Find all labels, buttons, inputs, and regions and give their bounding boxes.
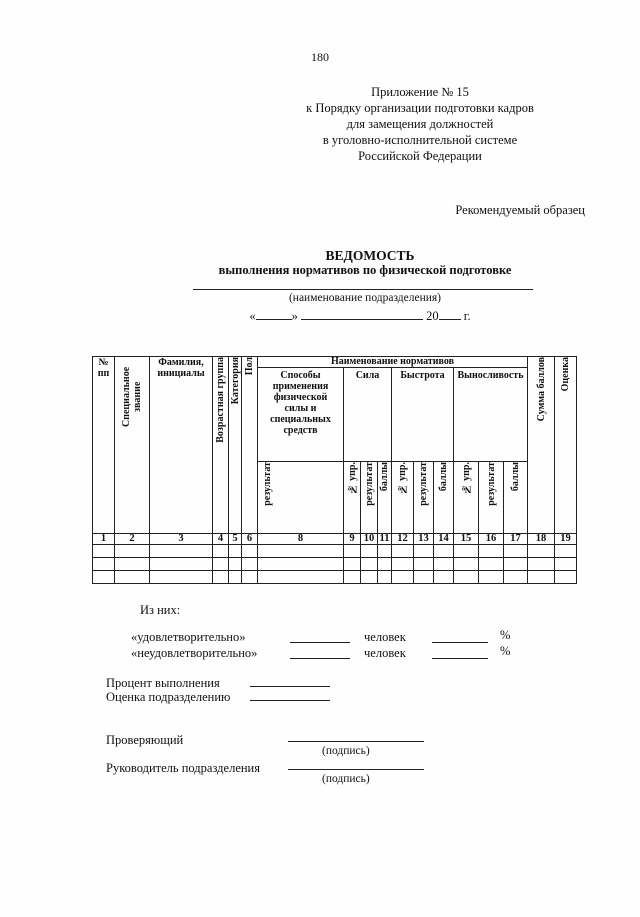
day-blank[interactable] [256,308,292,320]
appendix-block [300,84,540,164]
unsatisfactory-count-field[interactable] [290,658,350,659]
sub-result-endurance: результат [479,462,504,534]
sub-ex-endurance: № упр. [454,462,479,534]
satisfactory-label: «удовлетворительно» [131,630,246,644]
head-label: Руководитель подразделения [106,761,260,775]
col-num: 2 [115,534,150,545]
header-category: Категория [229,357,242,534]
unsatisfactory-people-label: человек [364,646,406,660]
col-num: 9 [344,534,361,545]
col-num: 16 [479,534,504,545]
head-signature-field[interactable] [288,769,424,770]
col-num: 19 [555,534,577,545]
document-title: ВЕДОМОСТЬ [325,248,415,263]
header-methods: Способы применения физической силы и специальных средств [258,368,344,462]
col-num: 1 [93,534,115,545]
sub-points-speed: баллы [434,462,454,534]
year-blank[interactable] [439,308,461,320]
col-num: 10 [361,534,378,545]
of-them-label: Из них: [140,603,181,617]
unsatisfactory-percent-sign: % [500,644,511,658]
unit-grade-field[interactable] [250,700,330,701]
inspector-label: Проверяющий [106,733,184,747]
col-num: 17 [504,534,528,545]
col-num: 14 [434,534,454,545]
col-num: 12 [392,534,414,545]
sub-result-speed: результат [414,462,434,534]
completion-percent-label: Процент выполнения [106,676,220,690]
appendix-line: для замещения должностей [346,117,494,131]
col-num: 11 [378,534,392,545]
head-signature-caption: (подпись) [322,773,370,785]
year-suffix: г. [463,309,471,323]
appendix-line: к Порядку организации подготовки кадров [306,101,534,115]
recommended-sample: Рекомендуемый образец [455,203,585,217]
col-num: 4 [213,534,229,545]
col-num: 13 [414,534,434,545]
header-rank: Специальное звание [115,357,150,534]
appendix-line: Приложение № 15 [371,85,469,99]
sub-points-strength: баллы [378,462,392,534]
sub-ex-speed: № упр. [392,462,414,534]
completion-percent-field[interactable] [250,686,330,687]
header-speed: Быстрота [392,368,454,462]
appendix-line: Российской Федерации [358,149,482,163]
header-sex: Пол [242,357,258,534]
col-num: 6 [242,534,258,545]
unit-name-line[interactable] [193,289,533,290]
header-strength: Сила [344,368,392,462]
column-number-row [93,534,577,545]
sub-points-endurance: баллы [504,462,528,534]
date-close-quote: » [291,309,298,323]
col-num: 8 [258,534,344,545]
inspector-signature-field[interactable] [288,741,424,742]
page-number: 180 [311,50,329,64]
date-line [0,308,640,324]
header-total-points: Сумма баллов [528,357,555,534]
header-grade: Оценка [555,357,577,534]
col-num: 5 [229,534,242,545]
col-num: 3 [150,534,213,545]
satisfactory-count-field[interactable] [290,642,350,643]
unit-grade-label: Оценка подразделению [106,690,231,704]
header-name: Фамилия, инициалы [150,357,213,534]
month-blank[interactable] [301,308,423,320]
header-age-group: Возрастная группа [213,357,229,534]
unsatisfactory-label: «неудовлетворительно» [131,646,258,660]
unit-name-caption: (наименование подразделения) [288,292,442,304]
table-row[interactable] [93,545,577,558]
appendix-line: в уголовно-исполнительной системе [322,133,518,147]
table-row[interactable] [93,558,577,571]
header-endurance: Выносливость [454,368,528,462]
inspector-signature-caption: (подпись) [322,745,370,757]
satisfactory-percent-sign: % [500,628,511,642]
header-num: № пп [93,357,115,534]
col-num: 18 [528,534,555,545]
satisfactory-people-label: человек [364,630,406,644]
standards-table [92,356,577,584]
year-prefix: 20 [426,309,439,323]
table-row[interactable] [93,571,577,584]
satisfactory-percent-field[interactable] [432,642,488,643]
date-open-quote: « [249,309,256,323]
unsatisfactory-percent-field[interactable] [432,658,488,659]
sub-ex-strength: № упр. [344,462,361,534]
document-subtitle: выполнения нормативов по физической подготовке [218,263,512,277]
col-num: 15 [454,534,479,545]
sub-result-strength: результат [361,462,378,534]
sub-result-methods: результат [258,462,344,534]
header-norms: Наименование нормативов [258,357,528,368]
